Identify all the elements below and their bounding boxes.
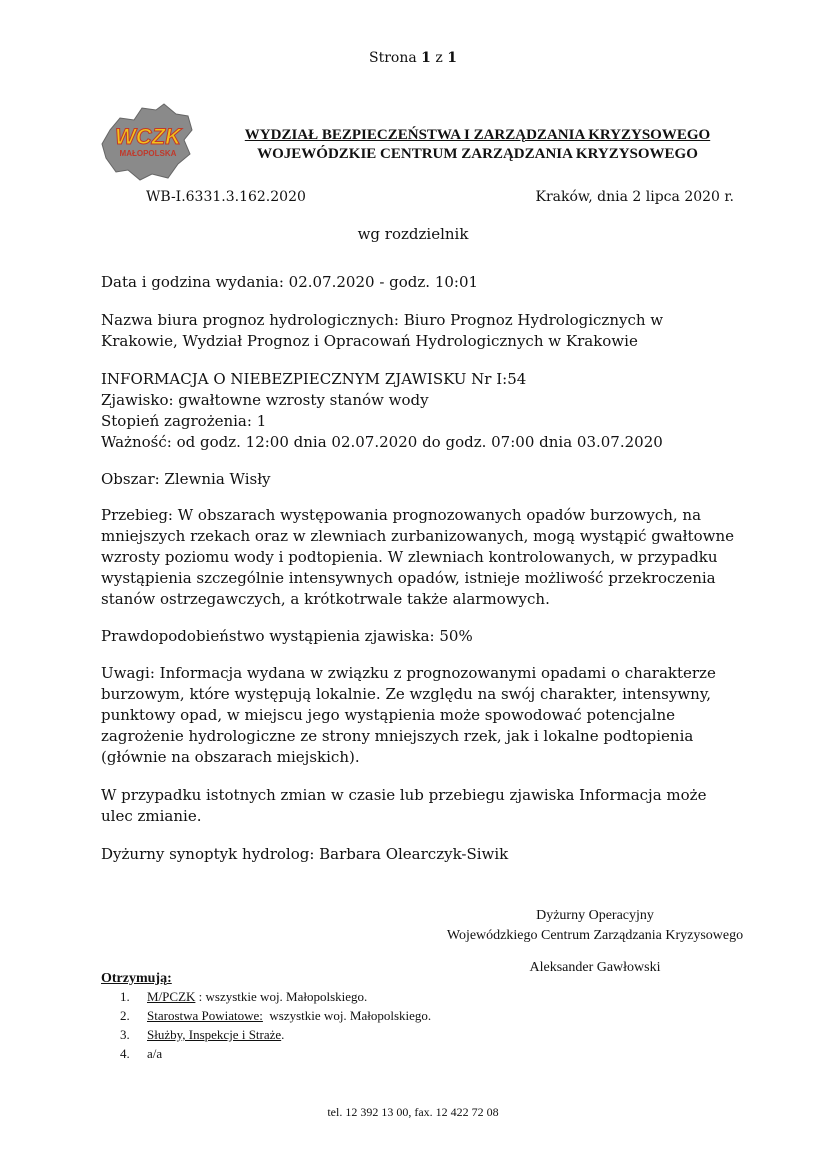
signature-name: Aleksander Gawłowski — [529, 960, 661, 975]
recipient-name: M/PCZK — [147, 989, 196, 1004]
probability: Prawdopodobieństwo wystąpienia zjawiska: 50% — [101, 627, 473, 645]
threat-level: Stopień zagrożenia: 1 — [101, 412, 267, 430]
list-item: 2. Starostwa Powiatowe: wszystkie woj. Małopolskiego. — [120, 1008, 432, 1023]
footer-contact: tel. 12 392 13 00, fax. 12 422 72 08 — [327, 1105, 499, 1119]
remarks: Uwagi: Informacja wydana w związku z prognozowanymi opadami o charakterze burzowym, które występują lokalnie. Ze względu na swój charakter, intensywny, punktowy opad, w miejscu jego wystąpienia może spowodować potencjalne zagrożenie hydrologiczne ze strony mniejszych rzek, jak i lokalne podtopienia (głównie na obszarach miejskich). — [101, 664, 716, 766]
page-of: z — [435, 50, 443, 66]
header-department: WYDZIAŁ BEZPIECZEŃSTWA I ZARZĄDZANIA KRYZYSOWEGO — [244, 127, 711, 143]
forecast-office: Nazwa biura prognoz hydrologicznych: Biuro Prognoz Hydrologicznych w Krakowie, Wydział Prognoz i Opracowań Hydrologicznych w Krakowie — [101, 311, 664, 350]
validity: Ważność: od godz. 12:00 dnia 02.07.2020 do godz. 07:00 dnia 03.07.2020 — [101, 433, 663, 451]
issue-datetime: Data i godzina wydania: 02.07.2020 - godz. 10:01 — [101, 273, 479, 291]
page-total: 1 — [447, 50, 457, 66]
signature-role: Dyżurny Operacyjny — [536, 908, 654, 923]
list-item: 1. M/PCZK : wszystkie woj. Małopolskiego. — [120, 989, 368, 1004]
course-description: Przebieg: W obszarach występowania prognozowanych opadów burzowych, na mniejszych rzekach oraz w zlewniach zurbanizowanych, mogą wystąpić gwałtowne wzrosty poziomu wody i podtopienia. W zlewniach kontrolowanych, w przypadku wystąpienia szczególnie intensywnych opadów, istnieje możliwość przekroczenia stanów ostrzegawczych, a krótkotrwale także alarmowych. — [101, 506, 734, 608]
header-center: WOJEWÓDZKIE CENTRUM ZARZĄDZANIA KRYZYSOWEGO — [257, 146, 698, 162]
logo-text: WCZK — [115, 124, 181, 149]
distribution-note: wg rozdzielnik — [357, 225, 469, 243]
area: Obszar: Zlewnia Wisły — [101, 470, 271, 488]
recipients-list — [120, 987, 431, 1063]
forecaster: Dyżurny synoptyk hydrolog: Barbara Olearczyk-Siwik — [101, 845, 509, 863]
wczk-logo — [98, 100, 198, 182]
page-number — [0, 50, 826, 66]
logo-subtext: MAŁOPOLSKA — [119, 149, 177, 158]
reference-number: WB-I.6331.3.162.2020 — [146, 189, 306, 205]
signature-unit: Wojewódzkiego Centrum Zarządzania Kryzysowego — [446, 928, 744, 943]
place-date: Kraków, dnia 2 lipca 2020 r. — [535, 189, 734, 205]
info-title: INFORMACJA O NIEBEZPIECZNYM ZJAWISKU Nr I:54 — [101, 370, 527, 388]
list-item: 4. a/a — [120, 1046, 163, 1061]
recipient-name: Starostwa Powiatowe: — [147, 1008, 263, 1023]
changes-note: W przypadku istotnych zmian w czasie lub przebiegu zjawiska Informacja może ulec zmianie. — [101, 786, 707, 825]
page-label: Strona — [369, 50, 417, 66]
page-current: 1 — [421, 50, 431, 66]
recipients-title: Otrzymują: — [101, 971, 172, 986]
recipient-name: Służby, Inspekcje i Straże — [147, 1027, 282, 1042]
list-item: 3. Służby, Inspekcje i Straże. — [120, 1027, 285, 1042]
phenomenon: Zjawisko: gwałtowne wzrosty stanów wody — [101, 391, 429, 409]
